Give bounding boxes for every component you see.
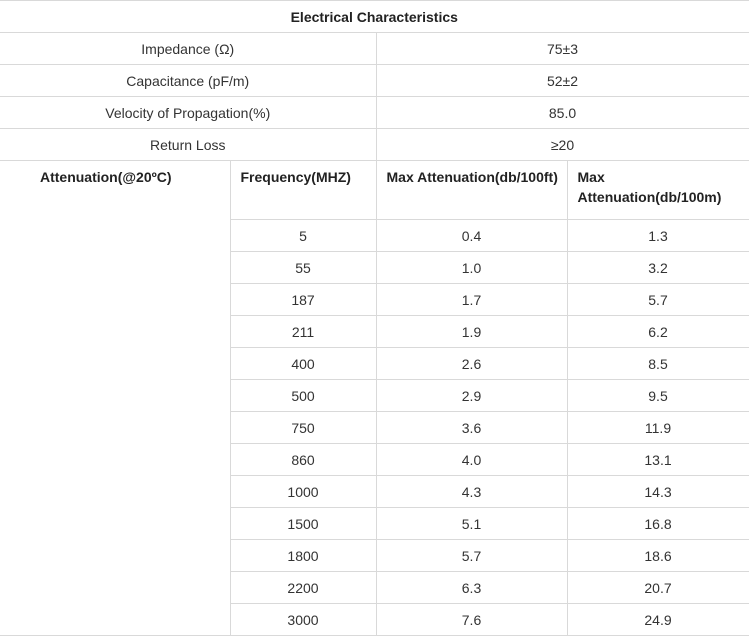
attenuation-ft-cell: 2.9: [376, 380, 567, 412]
property-label: Velocity of Propagation(%): [0, 97, 376, 129]
frequency-cell: 400: [230, 348, 376, 380]
attenuation-m-cell: 6.2: [567, 316, 749, 348]
attenuation-m-cell: 18.6: [567, 540, 749, 572]
property-value: 85.0: [376, 97, 749, 129]
property-row: [0, 65, 749, 97]
max-attenuation-m-header: Max Attenuation(db/100m): [567, 161, 749, 220]
attenuation-m-cell: 8.5: [567, 348, 749, 380]
frequency-cell: 860: [230, 444, 376, 476]
frequency-cell: 3000: [230, 604, 376, 636]
attenuation-ft-cell: 4.0: [376, 444, 567, 476]
frequency-cell: 1800: [230, 540, 376, 572]
frequency-cell: 55: [230, 252, 376, 284]
frequency-cell: 750: [230, 412, 376, 444]
property-value: 75±3: [376, 33, 749, 65]
property-label: Capacitance (pF/m): [0, 65, 376, 97]
attenuation-m-cell: 14.3: [567, 476, 749, 508]
attenuation-ft-cell: 7.6: [376, 604, 567, 636]
table-title: Electrical Characteristics: [0, 1, 749, 33]
property-value: ≥20: [376, 129, 749, 161]
max-attenuation-ft-header: Max Attenuation(db/100ft): [376, 161, 567, 220]
attenuation-m-cell: 3.2: [567, 252, 749, 284]
property-label: Return Loss: [0, 129, 376, 161]
frequency-cell: 211: [230, 316, 376, 348]
frequency-cell: 1500: [230, 508, 376, 540]
property-row: [0, 129, 749, 161]
attenuation-m-cell: 24.9: [567, 604, 749, 636]
attenuation-ft-cell: 5.1: [376, 508, 567, 540]
attenuation-ft-cell: 0.4: [376, 220, 567, 252]
property-value: 52±2: [376, 65, 749, 97]
attenuation-m-cell: 5.7: [567, 284, 749, 316]
attenuation-ft-cell: 6.3: [376, 572, 567, 604]
property-label: Impedance (Ω): [0, 33, 376, 65]
attenuation-m-cell: 11.9: [567, 412, 749, 444]
attenuation-ft-cell: 5.7: [376, 540, 567, 572]
attenuation-ft-cell: 3.6: [376, 412, 567, 444]
frequency-cell: 2200: [230, 572, 376, 604]
attenuation-m-cell: 20.7: [567, 572, 749, 604]
attenuation-ft-cell: 4.3: [376, 476, 567, 508]
property-row: [0, 33, 749, 65]
frequency-cell: 5: [230, 220, 376, 252]
frequency-cell: 500: [230, 380, 376, 412]
attenuation-m-cell: 16.8: [567, 508, 749, 540]
attenuation-ft-cell: 2.6: [376, 348, 567, 380]
frequency-cell: 1000: [230, 476, 376, 508]
property-row: [0, 97, 749, 129]
frequency-cell: 187: [230, 284, 376, 316]
attenuation-m-cell: 1.3: [567, 220, 749, 252]
frequency-header: Frequency(MHZ): [230, 161, 376, 220]
attenuation-ft-cell: 1.7: [376, 284, 567, 316]
attenuation-header-row: [0, 161, 749, 220]
table-title-row: [0, 1, 749, 33]
attenuation-ft-cell: 1.9: [376, 316, 567, 348]
attenuation-label: Attenuation(@20ºC): [0, 161, 230, 636]
attenuation-m-cell: 9.5: [567, 380, 749, 412]
attenuation-m-cell: 13.1: [567, 444, 749, 476]
attenuation-ft-cell: 1.0: [376, 252, 567, 284]
